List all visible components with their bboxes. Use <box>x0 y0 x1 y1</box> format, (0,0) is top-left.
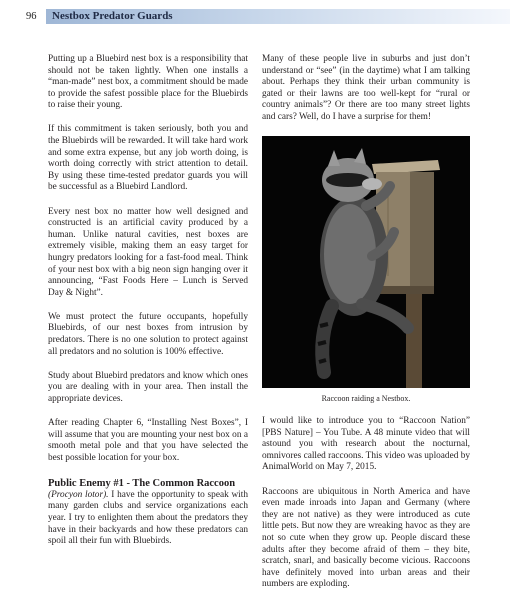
right-column <box>262 54 470 603</box>
section-heading: Public Enemy #1 - The Common Raccoon <box>48 477 236 489</box>
paragraph: Study about Bluebird predators and know which ones you are dealing with in your area. Then install the appropriate devices. <box>48 370 248 404</box>
photo-caption: Raccoon raiding a Nestbox. <box>321 394 411 404</box>
scientific-name: (Procyon lotor). <box>48 489 109 500</box>
header-bar <box>46 9 510 24</box>
section-paragraph <box>48 490 248 548</box>
raccoon-nestbox-illustration <box>262 136 470 388</box>
paragraph: After reading Chapter 6, “Installing Nest Boxes”, I will assume that you are mounting your nest box on a smooth metal pole and that you have selected the best possible location for your box. <box>48 417 248 463</box>
paragraph: Every nest box no matter how well designed and constructed is an artificial cavity produced by a human. Unlike natural cavities, nest boxes are extremely visible, making them an easy target for hungry predators looking for a fast-food meal. Think of your nest box with a big neon sign hanging over it announcing, “Fast Foods Here – Lunch is Served Day & Night”. <box>48 206 248 298</box>
paragraph: Putting up a Bluebird nest box is a responsibility that should not be taken lightly. When one installs a “man-made” nest box, a commitment should be made to provide the safest possible place for the Bluebirds to raise their young. <box>48 54 248 111</box>
paragraph: If this commitment is taken seriously, both you and the Bluebirds will be rewarded. It will take hard work and some extra expense, but any job worth doing, is worth doing correctly with strict attention to detail. By using these time-tested predator guards you will be successful as a Bluebird Landlord. <box>48 124 248 193</box>
page-header <box>0 0 510 28</box>
raccoon-photo <box>262 136 470 388</box>
section-text: I have the opportunity to speak with many garden clubs and service organizations each year. I try to enlighten them about the predators they have in their backyards and how these predators can spoil all their fun with Bluebirds. <box>48 489 248 547</box>
left-column <box>48 54 248 560</box>
paragraph: Many of these people live in suburbs and just don’t understand or “see” (in the daytime) what I am talking about. Perhaps they think their urban community is gated or their lawns are too well-kept for “rural or country animals”? Or there are too many street lights and cars? Well, do I have a surprise for them! <box>262 54 470 122</box>
paragraph: Raccoons are ubiquitous in North America and have even made inroads into Japan and Germany (where they are not native) as they were introduced as cute little pets. But now they are wreaking havoc as they are not so cute when they grow up. People discard these adults after they become afraid of them – they bite, scratch, snarl, and basically become vicious. Raccoons have definitely moved into urban areas and their numbers are exploding. <box>262 486 470 590</box>
running-title: Nestbox Predator Guards <box>52 10 173 22</box>
paragraph: We must protect the future occupants, hopefully Bluebirds, of our nest boxes from intrusion by predators. There is no one solution to protect against all predators and no solution is 100% effective. <box>48 311 248 357</box>
page-number: 96 <box>26 11 37 22</box>
paragraph: I would like to introduce you to “Raccoon Nation” [PBS Nature] – You Tube. A 48 minute video that will astound you with research about the nocturnal, omnivores called raccoons. This video was uploaded by AnimalWorld on May 7, 2015. <box>262 416 470 473</box>
